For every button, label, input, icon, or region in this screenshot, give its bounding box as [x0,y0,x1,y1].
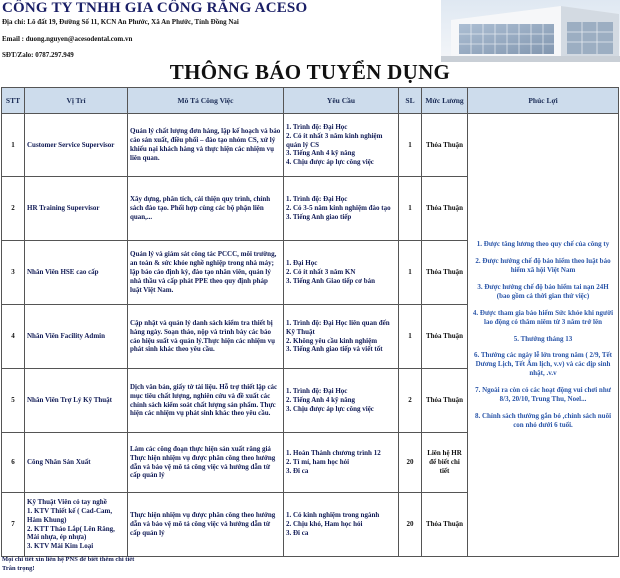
footer-note [2,555,134,573]
requirement-line: 2. Tỉ mỉ, ham học hỏi [286,458,350,467]
row-salary: Thỏa Thuận [422,305,468,369]
header-position: Vị Trí [25,88,128,114]
footer-contact: Mọi chi tiết xin liên hệ PNS để biết thêm chi tiết [2,556,135,563]
row-stt: 1 [2,114,25,177]
row-description: Dịch văn bản, giấy tờ tài liệu. Hỗ trợ thiết lập các mục tiêu chất lượng, nghiên cứu và đề xuất các chính sách kiểm soát chất lượng sản phẩm. Thực hiện các nhiệm vụ phát sinh khác theo yêu cầu. [128,369,284,433]
requirement-line: 3. Tiếng Anh giao tiếp và viết tốt [286,345,383,354]
row-position: Nhân Viên Facility Admin [25,305,128,369]
row-stt: 7 [2,493,25,557]
row-stt: 6 [2,433,25,493]
header-benefits: Phúc Lợi [468,88,619,114]
requirement-line: 2. Có ít nhất 3 năm KN [286,268,356,277]
header-salary: Mức Lương [422,88,468,114]
row-stt: 3 [2,241,25,305]
benefit-item: 1. Được tăng lương theo quy chế của công ty [476,239,610,248]
row-position: Công Nhân Sản Xuất [25,433,128,493]
row-salary: Thỏa Thuận [422,114,468,177]
row-position: HR Training Supervisor [25,177,128,241]
row-salary: Thỏa Thuận [422,177,468,241]
benefit-item: 2. Được hưởng chế độ bảo hiểm theo luật bảo hiểm xã hội Việt Nam [475,256,611,274]
row-quantity: 1 [399,114,422,177]
position-line: 1. KTV Thiết kế ( Cad-Cam, Hàm Khung) [27,506,113,524]
header-quantity: SL [399,88,422,114]
benefits-cell [468,114,619,557]
requirement-line: 4. Chịu được áp lực công việc [286,158,374,167]
company-info [2,0,432,59]
row-description: Xây dựng, phân tích, cải thiện quy trình, chính sách đào tạo. Phối hợp cùng các bộ phận liên quan,... [128,177,284,241]
row-quantity: 1 [399,177,422,241]
row-requirements [284,493,399,557]
row-quantity: 2 [399,369,422,433]
table-header-row [2,88,619,114]
row-requirements [284,114,399,177]
row-quantity: 20 [399,493,422,557]
requirement-line: 1. Trình độ: Đại Học liên quan đến Kỹ Thuật [286,318,390,336]
row-salary: Thỏa Thuận [422,493,468,557]
row-position [25,493,128,557]
row-description: Thực hiện nhiệm vụ được phân công theo hướng dẫn và bảo vệ mô tả công việc và hướng dẫn từ cấp quản lý [128,493,284,557]
company-address: Địa chỉ: Lô đất 19, Đường Số 11, KCN An Phước, Xã An Phước, Tỉnh Đồng Nai [2,18,239,26]
benefit-item: 5. Thưởng tháng 13 [513,334,573,343]
requirement-line: 1. Trình độ: Đại Học [286,122,348,131]
header-stt: STT [2,88,25,114]
row-quantity: 1 [399,241,422,305]
header-requirements: Yêu Cầu [284,88,399,114]
row-requirements [284,177,399,241]
requirement-line: 1. Hoàn Thành chương trình 12 [286,449,381,458]
requirement-line: 1. Có kinh nghiệm trong ngành [286,511,380,520]
building-image [441,0,620,62]
benefit-item: 3. Được hưởng chế độ bảo hiểm tai nạn 24H (bao gồm cả thời gian thử việc) [477,282,609,300]
row-requirements [284,241,399,305]
header-description: Mô Tả Công Việc [128,88,284,114]
position-line: 2. KTT Tháo Lắp( Lên Răng, Mài nhựa, ép nhựa) [27,524,115,542]
row-position: Nhân Viên Trợ Lý Kỹ Thuật [25,369,128,433]
row-stt: 2 [2,177,25,241]
benefit-item: 7. Ngoài ra còn có các hoạt động vui chơi như 8/3, 20/10, Trung Thu, Noel... [475,386,611,404]
requirement-line: 2. Chịu khó, Ham học hỏi [286,520,363,529]
requirement-line: 2. Không yêu cầu kinh nghiệm [286,336,378,345]
position-line: 3. KTV Mài Kim Loại [27,542,94,551]
row-salary: Thỏa Thuận [422,369,468,433]
requirement-line: 1. Đại Học [286,259,318,268]
row-quantity: 20 [399,433,422,493]
row-requirements [284,305,399,369]
row-description: Quản lý chất lượng đơn hàng, lập kế hoạch và báo cáo sản xuất, điều phối – đào tạo nhóm CS, xử lý khiếu nại khách hàng và thực hiện các nhiệm vụ liên quan. [128,114,284,177]
requirement-line: 2. Có ít nhất 3 năm kinh nghiệm quản lý CS [286,131,383,149]
page-title: THÔNG BÁO TUYỂN DỤNG [169,60,451,84]
benefit-item: 4. Được tham gia bảo hiểm Sức khỏe khi người lao động có thâm niêm từ 3 năm trở lên [472,308,614,326]
table-row [2,114,619,177]
requirement-line: 2. Có 3-5 năm kinh nghiệm đào tạo [286,204,391,213]
row-description: Cập nhật và quản lý danh sách kiểm tra thiết bị hàng ngày. Soạn thảo, nộp và trình bày các báo cáo hiệu suất và quản lý.Thực hiện các nhiệm vụ phát sinh khác theo yêu cầu. [128,305,284,369]
row-position: Nhân Viên HSE cao cấp [25,241,128,305]
row-description: Làm các công đoạn thực hiện sản xuất răng giả Thực hiện nhiệm vụ được phân công theo hướng dẫn và bảo vệ mô tả công việc và hướng dẫn từ cấp quản lý [128,433,284,493]
row-requirements [284,433,399,493]
row-salary: Liên hệ HR để biết chi tiết [422,433,468,493]
requirement-line: 2. Tiếng Anh 4 kỹ năng [286,396,355,405]
requirement-line: 1. Trình độ: Đại Học [286,195,348,204]
benefit-item: 6. Thưởng các ngày lễ lớn trong năm ( 2/9, Tết Dương Lịch, Tết Âm lịch, v.v) và các dịp sinh nhật, .v.v [474,351,612,378]
position-line: Kỹ Thuật Viên có tay nghề [27,497,107,506]
company-name: CÔNG TY TNHH GIA CÔNG RĂNG ACESO [2,0,308,16]
row-quantity: 1 [399,305,422,369]
company-phone: SĐT/Zalo: 0787.297.949 [2,51,74,59]
row-requirements [284,369,399,433]
benefit-item: 8. Chính sách thưởng gắn bó ,chính sách nuôi con nhỏ dưới 6 tuổi. [474,412,612,430]
footer-regards: Trân trọng! [2,565,35,573]
requirement-line: 3. Đi ca [286,466,309,475]
row-stt: 5 [2,369,25,433]
requirement-line: 1. Trình độ: Đại Học [286,387,348,396]
requirement-line: 3. Tiếng Anh Giao tiếp cơ bản [286,276,376,285]
company-email: Email : duong.nguyen@acesodental.com.vn [2,35,133,43]
requirement-line: 3. Tiếng Anh giao tiếp [286,212,352,221]
requirement-line: 3. Đi ca [286,528,309,537]
row-stt: 4 [2,305,25,369]
row-salary: Thỏa Thuận [422,241,468,305]
row-position: Customer Service Supervisor [25,114,128,177]
requirement-line: 3. Chịu được áp lực công việc [286,404,374,413]
row-description: Quản lý và giám sát công tác PCCC, môi trường, an toàn & sức khỏe nghề nghiệp trong nhà máy; lập báo cáo định kỳ, đào tạo nhân viên, quản lý nhà thầu và cấp phát PPE theo quy định pháp luật Việt Nam. [128,241,284,305]
requirement-line: 3. Tiếng Anh 4 kỹ năng [286,149,355,158]
job-table [1,87,619,557]
